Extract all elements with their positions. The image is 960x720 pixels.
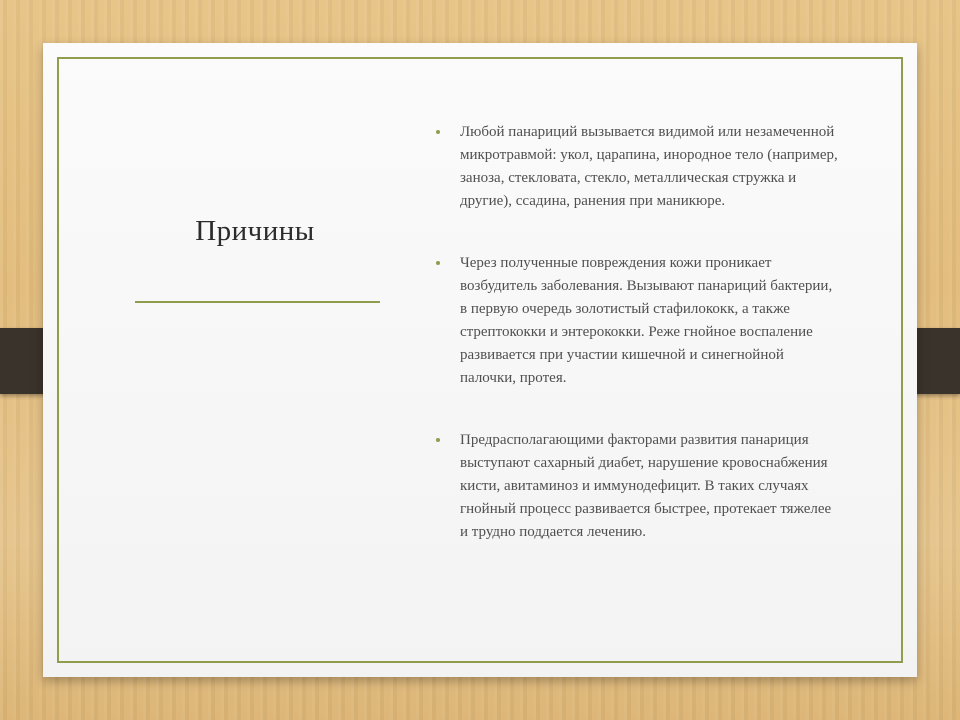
bullet-text: Предрасполагающими факторами развития панариция выступают сахарный диабет, нарушение кровоснабжения кисти, авитаминоз и иммунодефицит. В таких случаях гнойный процесс развивается быстрее, протекает тяжелее и трудно поддается лечению. [460, 432, 832, 540]
bullet-item [458, 252, 838, 390]
slide-title: Причины [195, 215, 315, 247]
bullet-text: Через полученные повреждения кожи проникает возбудитель заболевания. Вызывают панариций бактерии, в первую очередь золотистый стафилококк, а также стрептококки и энтерококки. Реже гнойное воспаление развивается при участии кишечной и синегнойной палочки, протея. [460, 255, 833, 386]
bullet-list [458, 121, 838, 583]
bullet-dot-icon [436, 130, 440, 134]
bullet-item [458, 121, 838, 213]
bullet-dot-icon [436, 438, 440, 442]
bullet-text: Любой панариций вызывается видимой или незамеченной микротравмой: укол, царапина, инородное тело (например, заноза, стекловата, стекло, металлическая стружка и другие), ссадина, ранения при маникюре. [460, 124, 838, 209]
bullet-item [458, 429, 838, 544]
slide-card [43, 43, 917, 677]
bullet-dot-icon [436, 261, 440, 265]
title-underline [135, 301, 380, 303]
